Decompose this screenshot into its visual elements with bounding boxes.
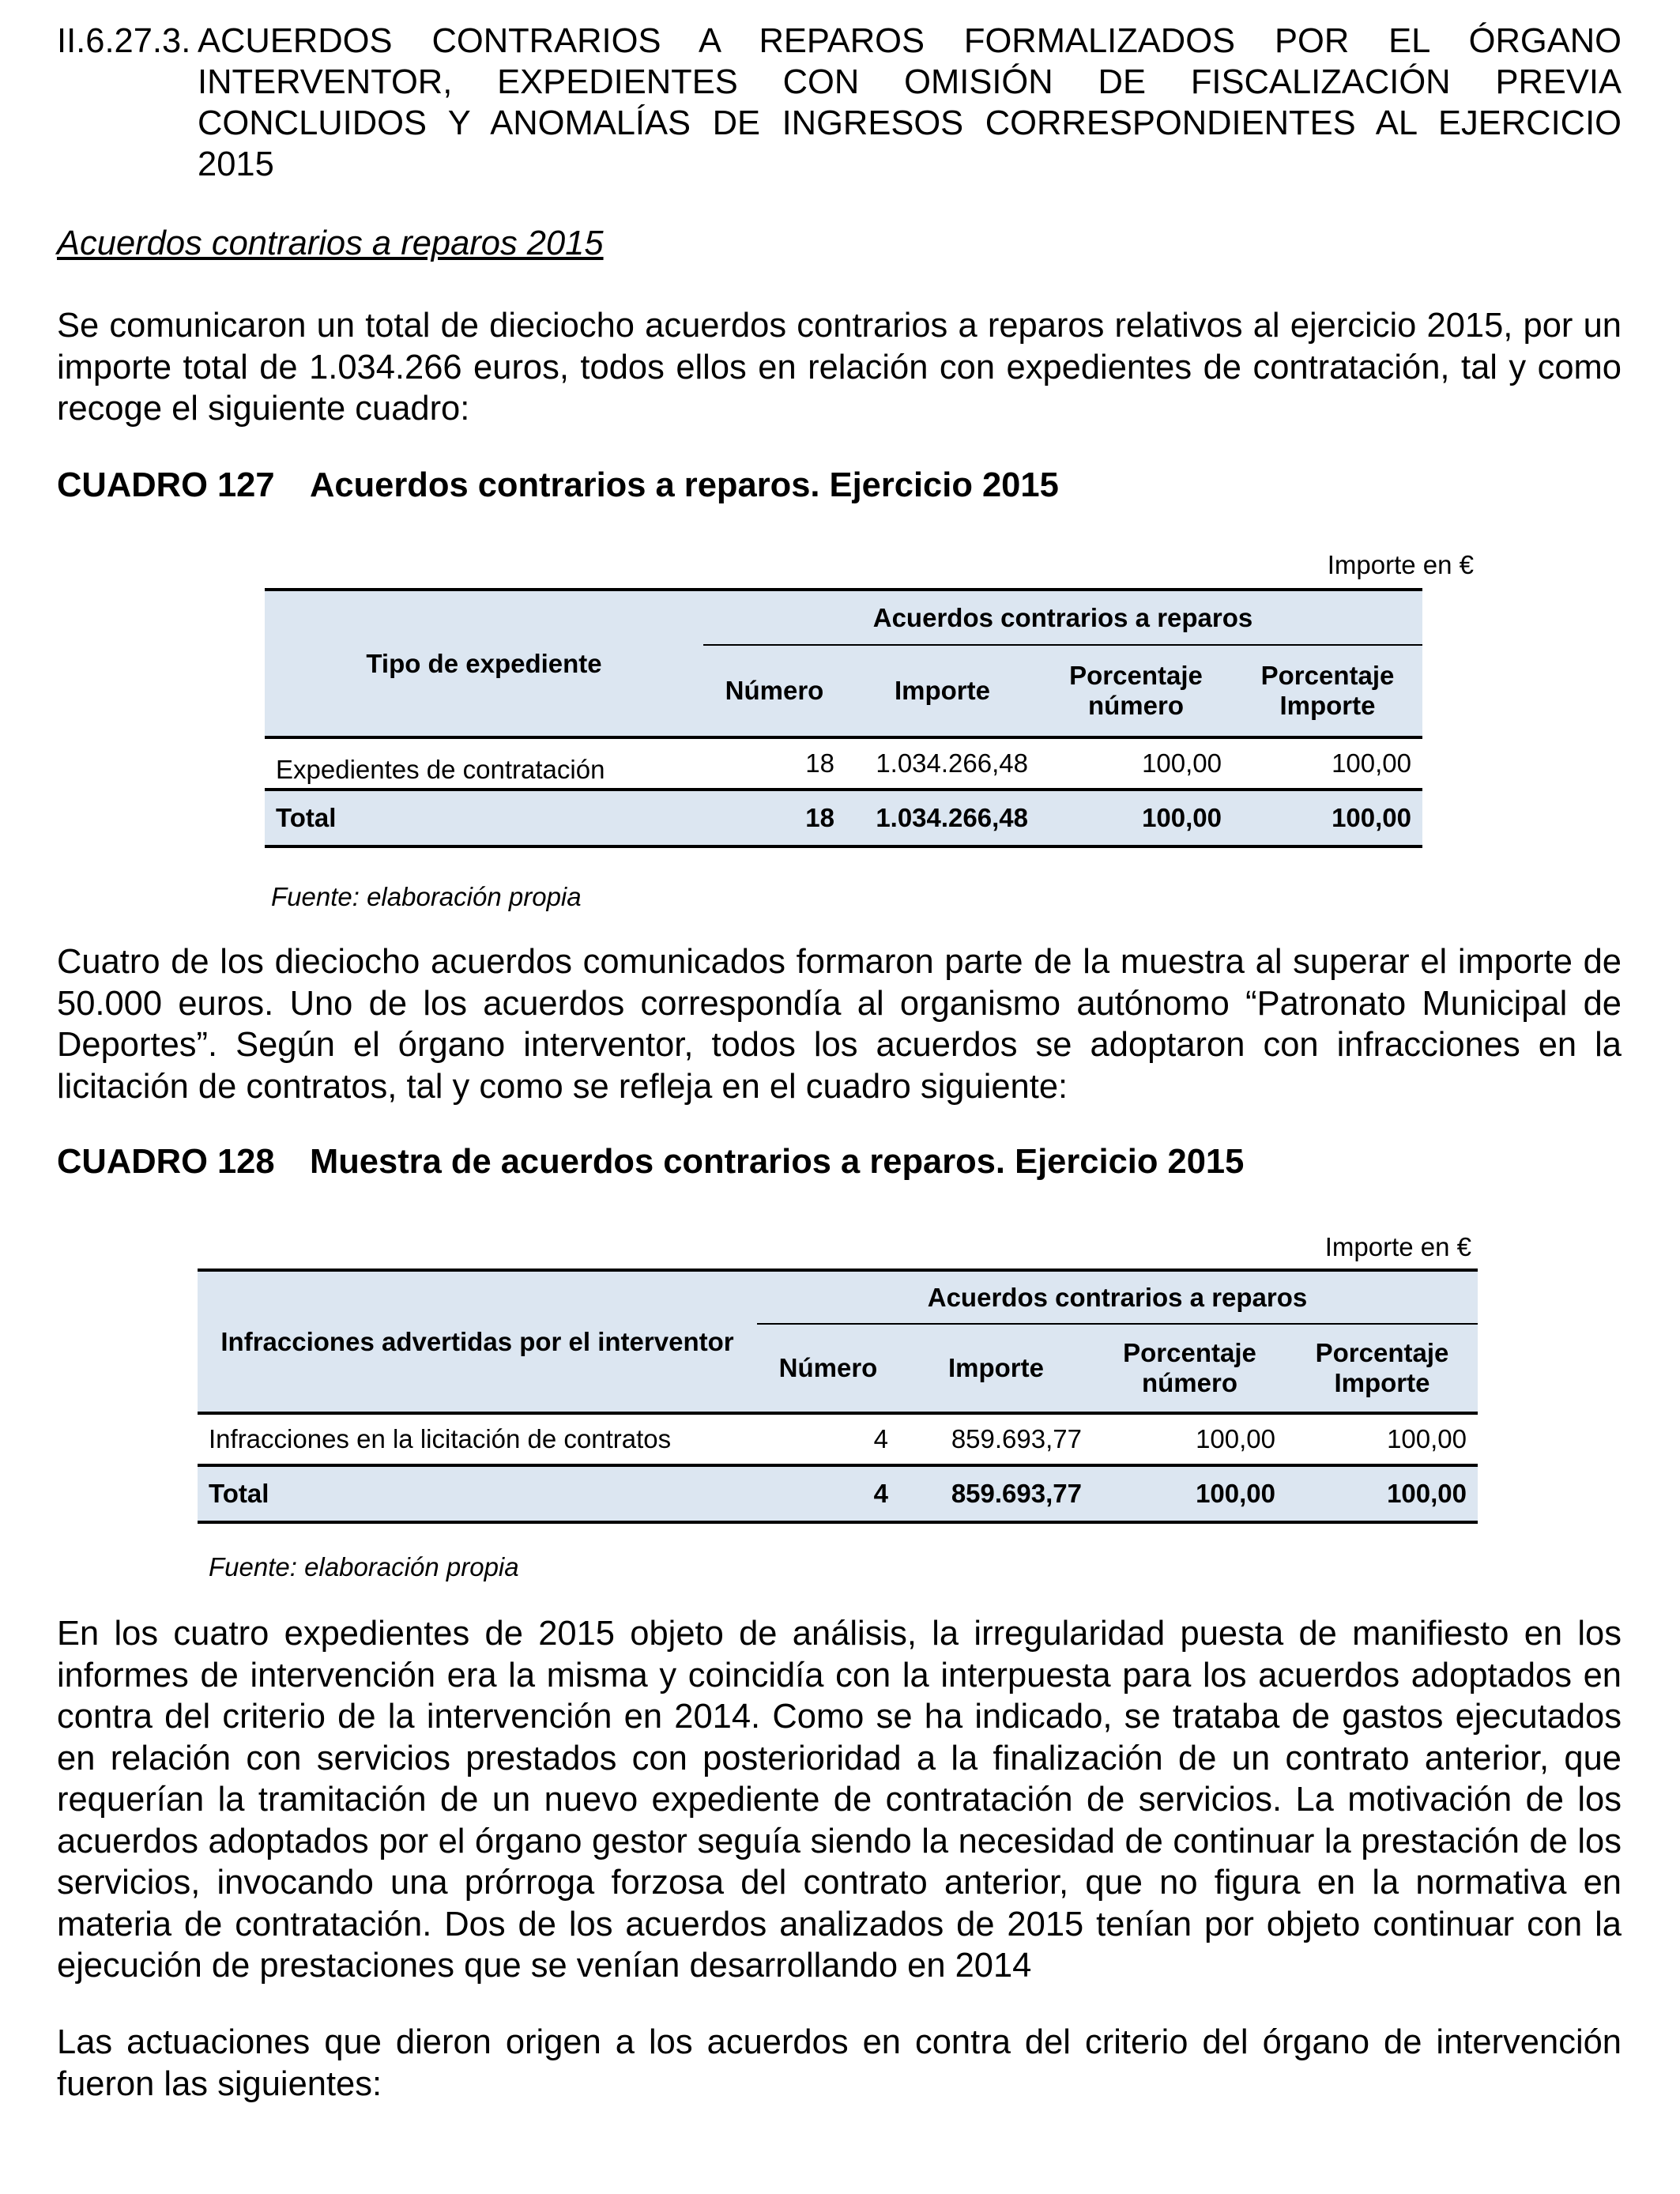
cuadro-127-title (57, 465, 1059, 506)
total-row (265, 790, 1422, 846)
total-pct-numero: 100,00 (1039, 790, 1233, 846)
header-infracciones: Infracciones advertidas por el interventor (198, 1270, 757, 1413)
header-numero: Número (757, 1324, 899, 1413)
row-importe: 1.034.266,48 (876, 748, 1028, 778)
row-importe: 859.693,77 (951, 1424, 1082, 1453)
row-pct-numero: 100,00 (1142, 748, 1222, 778)
subheading: Acuerdos contrarios a reparos 2015 (57, 224, 604, 262)
total-importe: 1.034.266,48 (846, 790, 1039, 846)
header-group: Acuerdos contrarios a reparos (757, 1270, 1478, 1324)
paragraph-2: Cuatro de los dieciocho acuerdos comunicados formaron parte de la muestra al superar el importe de 50.000 euros. Uno de los acuerdos correspondía al organismo autónomo “Patronato Municipal de Deportes”. Según el órgano interventor, todos los acuerdos se adoptaron con infracciones en la licitación de contratos, tal y como se refleja en el cuadro siguiente: (57, 943, 1622, 1106)
header-pct-importe: Porcentaje Importe (1286, 1324, 1478, 1413)
cuadro-128-caption: Muestra de acuerdos contrarios a reparos. Ejercicio 2015 (310, 1143, 1245, 1181)
table-row (198, 1413, 1478, 1465)
cuadro-127-number: CUADRO 127 (57, 466, 275, 504)
paragraph-3: En los cuatro expedientes de 2015 objeto de análisis, la irregularidad puesta de manifiesto en los informes de intervención era la misma y coincidía con la interpuesta para los acuerdos adoptados en contra del criterio de la intervención en 2014. Como se ha indicado, se trataba de gastos ejecutados en relación con servicios prestados con posterioridad a la finalización de un contrato anterior, que requerían la tramitación de un nuevo expediente de contratación de servicios. La motivación de los acuerdos adoptados por el órgano gestor seguía siendo la necesidad de continuar la prestación de los servicios, invocando una prórroga forzosa del contrato anterior, que no figura en la normativa en materia de contratación. Dos de los acuerdos analizados de 2015 tenían por objeto continuar con la ejecución de prestaciones que se venían desarrollando en 2014 (57, 1615, 1622, 1985)
cuadro-127-importe-note: Importe en € (1327, 550, 1474, 579)
cuadro-128-title (57, 1141, 1244, 1182)
cuadro-127-table (265, 588, 1422, 848)
total-row (198, 1465, 1478, 1522)
total-label: Total (198, 1465, 757, 1522)
header-pct-numero: Porcentaje número (1039, 645, 1233, 737)
cuadro-128-importe-note: Importe en € (1324, 1232, 1471, 1261)
total-pct-importe: 100,00 (1286, 1465, 1478, 1522)
total-numero: 4 (757, 1465, 899, 1522)
row-pct-numero: 100,00 (1196, 1424, 1275, 1453)
cuadro-128-table (198, 1269, 1478, 1524)
header-pct-importe: Porcentaje Importe (1233, 645, 1422, 737)
row-numero: 18 (805, 748, 834, 778)
paragraph-4: Las actuaciones que dieron origen a los acuerdos en contra del criterio del órgano de intervención fueron las siguientes: (57, 2023, 1622, 2103)
document-page (57, 21, 1622, 2103)
cuadro-128-fuente: Fuente: elaboración propia (209, 1552, 519, 1581)
row-pct-importe: 100,00 (1332, 748, 1411, 778)
section-number: II.6.27.3. (57, 22, 191, 60)
total-pct-importe: 100,00 (1233, 790, 1422, 846)
header-importe: Importe (846, 645, 1039, 737)
section-heading (57, 21, 1622, 185)
row-pct-importe: 100,00 (1387, 1424, 1467, 1453)
total-label: Total (265, 790, 703, 846)
total-importe: 859.693,77 (899, 1465, 1093, 1522)
section-title: ACUERDOS CONTRARIOS A REPAROS FORMALIZADOS POR EL ÓRGANO INTERVENTOR, EXPEDIENTES CON OMISIÓN DE FISCALIZACIÓN PREVIA CONCLUIDOS Y ANOMALÍAS DE INGRESOS CORRESPONDIENTES AL EJERCICIO 2015 (198, 22, 1622, 183)
header-group: Acuerdos contrarios a reparos (703, 590, 1422, 645)
total-numero: 18 (703, 790, 846, 846)
header-pct-numero: Porcentaje número (1093, 1324, 1286, 1413)
cuadro-127-caption: Acuerdos contrarios a reparos. Ejercicio 2015 (310, 466, 1059, 504)
header-numero: Número (703, 645, 846, 737)
header-tipo-expediente: Tipo de expediente (265, 590, 703, 737)
cuadro-127-fuente: Fuente: elaboración propia (271, 882, 582, 911)
header-importe: Importe (899, 1324, 1093, 1413)
row-numero: 4 (873, 1424, 888, 1453)
cuadro-128-number: CUADRO 128 (57, 1143, 275, 1181)
paragraph-1: Se comunicaron un total de dieciocho acuerdos contrarios a reparos relativos al ejercicio 2015, por un importe total de 1.034.266 euros, todos ellos en relación con expedientes de contratación, tal y como recoge el siguiente cuadro: (57, 307, 1622, 428)
table-row (265, 737, 1422, 790)
row-label: Expedientes de contratación (276, 755, 605, 784)
row-label: Infracciones en la licitación de contratos (209, 1424, 672, 1453)
total-pct-numero: 100,00 (1093, 1465, 1286, 1522)
